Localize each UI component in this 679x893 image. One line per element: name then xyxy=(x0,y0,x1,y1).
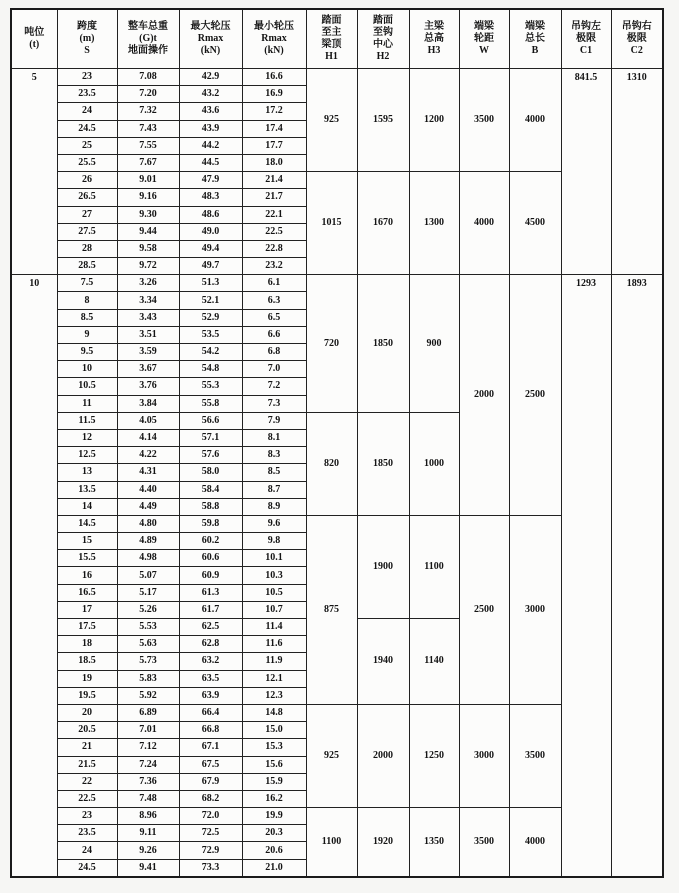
cell-rmin: 15.0 xyxy=(242,722,306,739)
cell-weight: 9.44 xyxy=(117,223,179,240)
cell-rmin: 7.2 xyxy=(242,378,306,395)
cell-span: 12 xyxy=(57,429,117,446)
cell-rmin: 20.6 xyxy=(242,842,306,859)
cell-rmin: 6.6 xyxy=(242,326,306,343)
cell-weight: 3.51 xyxy=(117,326,179,343)
cell-rmax: 57.6 xyxy=(179,447,242,464)
col-header-h3 xyxy=(409,9,459,69)
cell-weight: 4.14 xyxy=(117,429,179,446)
cell-h2: 1900 xyxy=(357,515,409,618)
cell-rmin: 11.6 xyxy=(242,636,306,653)
cell-rmin: 15.3 xyxy=(242,739,306,756)
cell-span: 27.5 xyxy=(57,223,117,240)
cell-rmin: 7.3 xyxy=(242,395,306,412)
cell-rmax: 55.8 xyxy=(179,395,242,412)
cell-c2: 1310 xyxy=(611,69,663,275)
cell-weight: 7.24 xyxy=(117,756,179,773)
cell-span: 9.5 xyxy=(57,344,117,361)
cell-h1: 925 xyxy=(306,69,357,172)
cell-h2: 2000 xyxy=(357,704,409,807)
cell-rmin: 17.4 xyxy=(242,120,306,137)
cell-rmax: 59.8 xyxy=(179,515,242,532)
cell-rmin: 8.1 xyxy=(242,429,306,446)
cell-rmin: 6.8 xyxy=(242,344,306,361)
cell-rmax: 62.5 xyxy=(179,619,242,636)
cell-rmax: 43.6 xyxy=(179,103,242,120)
cell-weight: 3.76 xyxy=(117,378,179,395)
cell-span: 24 xyxy=(57,103,117,120)
section-tonnage: 10 xyxy=(11,275,57,877)
cell-h1: 1100 xyxy=(306,808,357,877)
cell-weight: 4.89 xyxy=(117,533,179,550)
cell-span: 21.5 xyxy=(57,756,117,773)
cell-w: 2500 xyxy=(459,515,509,704)
col-header-line: (kN) xyxy=(200,45,221,57)
cell-b: 3000 xyxy=(509,515,561,704)
cell-rmin: 21.7 xyxy=(242,189,306,206)
cell-weight: 4.22 xyxy=(117,447,179,464)
cell-span: 25.5 xyxy=(57,154,117,171)
cell-weight: 7.32 xyxy=(117,103,179,120)
cell-h1: 820 xyxy=(306,412,357,515)
cell-rmin: 15.9 xyxy=(242,773,306,790)
cell-rmax: 43.9 xyxy=(179,120,242,137)
cell-rmax: 66.8 xyxy=(179,722,242,739)
cell-b: 4000 xyxy=(509,69,561,172)
cell-span: 26 xyxy=(57,172,117,189)
cell-rmin: 12.3 xyxy=(242,687,306,704)
cell-rmax: 54.8 xyxy=(179,361,242,378)
cell-rmin: 7.9 xyxy=(242,412,306,429)
cell-rmax: 54.2 xyxy=(179,344,242,361)
cell-weight: 5.26 xyxy=(117,601,179,618)
cell-weight: 5.92 xyxy=(117,687,179,704)
cell-c1: 1293 xyxy=(561,275,611,877)
cell-weight: 3.26 xyxy=(117,275,179,292)
cell-rmax: 67.1 xyxy=(179,739,242,756)
cell-rmax: 63.2 xyxy=(179,653,242,670)
cell-span: 18 xyxy=(57,636,117,653)
col-header-line: 至主 xyxy=(321,26,342,38)
cell-span: 16.5 xyxy=(57,584,117,601)
cell-rmin: 8.5 xyxy=(242,464,306,481)
cell-weight: 5.63 xyxy=(117,636,179,653)
cell-span: 8 xyxy=(57,292,117,309)
col-header-line: Rmax xyxy=(197,32,224,44)
cell-span: 19.5 xyxy=(57,687,117,704)
cell-h1: 720 xyxy=(306,275,357,413)
col-header-line: 踏面 xyxy=(373,14,393,26)
cell-rmin: 6.3 xyxy=(242,292,306,309)
cell-w: 3500 xyxy=(459,69,509,172)
cell-h2: 1940 xyxy=(357,619,409,705)
cell-rmin: 17.7 xyxy=(242,137,306,154)
header-row xyxy=(11,9,663,69)
col-header-line: 至钩 xyxy=(373,26,393,38)
cell-h1: 875 xyxy=(306,515,357,704)
cell-rmax: 49.7 xyxy=(179,258,242,275)
col-header-line: (kN) xyxy=(264,45,284,57)
cell-h3: 1300 xyxy=(409,172,459,275)
col-header-line: H3 xyxy=(427,45,441,57)
cell-weight: 7.67 xyxy=(117,154,179,171)
cell-weight: 4.80 xyxy=(117,515,179,532)
cell-rmin: 18.0 xyxy=(242,154,306,171)
cell-w: 2000 xyxy=(459,275,509,516)
cell-rmin: 23.2 xyxy=(242,258,306,275)
cell-rmax: 68.2 xyxy=(179,790,242,807)
col-header-line: (t) xyxy=(29,39,40,50)
cell-rmax: 58.0 xyxy=(179,464,242,481)
crane-spec-table xyxy=(10,8,664,878)
cell-rmin: 7.0 xyxy=(242,361,306,378)
cell-span: 23 xyxy=(57,69,117,86)
cell-span: 17.5 xyxy=(57,619,117,636)
cell-rmax: 43.2 xyxy=(179,86,242,103)
cell-weight: 9.58 xyxy=(117,240,179,257)
col-header-rmin xyxy=(242,9,306,69)
cell-h2: 1850 xyxy=(357,275,409,413)
cell-weight: 5.83 xyxy=(117,670,179,687)
cell-span: 27 xyxy=(57,206,117,223)
cell-c2: 1893 xyxy=(611,275,663,877)
cell-rmin: 9.8 xyxy=(242,533,306,550)
col-header-line: 中心 xyxy=(373,39,393,50)
col-header-line: H2 xyxy=(376,51,390,63)
cell-rmax: 67.9 xyxy=(179,773,242,790)
cell-weight: 7.55 xyxy=(117,137,179,154)
cell-weight: 3.34 xyxy=(117,292,179,309)
col-header-c1 xyxy=(561,9,611,69)
cell-rmin: 22.1 xyxy=(242,206,306,223)
cell-b: 2500 xyxy=(509,275,561,516)
cell-rmin: 8.9 xyxy=(242,498,306,515)
col-header-h2 xyxy=(357,9,409,69)
col-header-line: 整车总重 xyxy=(128,20,168,32)
cell-rmin: 21.0 xyxy=(242,859,306,877)
cell-weight: 7.08 xyxy=(117,69,179,86)
cell-span: 22 xyxy=(57,773,117,790)
cell-weight: 7.20 xyxy=(117,86,179,103)
cell-rmin: 20.3 xyxy=(242,825,306,842)
col-header-line: 最小轮压 xyxy=(254,20,294,32)
cell-rmax: 48.6 xyxy=(179,206,242,223)
cell-h1: 1015 xyxy=(306,172,357,275)
cell-rmin: 21.4 xyxy=(242,172,306,189)
col-header-line: 端梁 xyxy=(474,20,494,32)
cell-span: 20 xyxy=(57,704,117,721)
cell-rmax: 66.4 xyxy=(179,704,242,721)
cell-span: 12.5 xyxy=(57,447,117,464)
col-header-h1 xyxy=(306,9,357,69)
cell-rmax: 51.3 xyxy=(179,275,242,292)
cell-rmin: 22.8 xyxy=(242,240,306,257)
cell-span: 24.5 xyxy=(57,120,117,137)
cell-rmin: 17.2 xyxy=(242,103,306,120)
cell-weight: 4.49 xyxy=(117,498,179,515)
cell-h3: 1100 xyxy=(409,515,459,618)
cell-weight: 9.11 xyxy=(117,825,179,842)
cell-rmin: 16.9 xyxy=(242,86,306,103)
cell-weight: 6.89 xyxy=(117,704,179,721)
col-header-b xyxy=(509,9,561,69)
cell-rmin: 14.8 xyxy=(242,704,306,721)
col-header-line: (G)t xyxy=(139,32,157,44)
cell-span: 21 xyxy=(57,739,117,756)
cell-h3: 1250 xyxy=(409,704,459,807)
cell-rmin: 6.5 xyxy=(242,309,306,326)
col-header-line: 端梁 xyxy=(525,20,545,32)
col-header-line: 轮距 xyxy=(474,32,494,44)
col-header-line: 吊钩右 xyxy=(621,20,652,32)
cell-rmax: 57.1 xyxy=(179,429,242,446)
col-header-c2 xyxy=(611,9,663,69)
col-header-line: 最大轮压 xyxy=(190,20,231,32)
cell-weight: 7.12 xyxy=(117,739,179,756)
cell-h2: 1850 xyxy=(357,412,409,515)
cell-span: 23.5 xyxy=(57,86,117,103)
cell-rmin: 6.1 xyxy=(242,275,306,292)
cell-rmin: 15.6 xyxy=(242,756,306,773)
cell-weight: 9.26 xyxy=(117,842,179,859)
cell-rmax: 60.9 xyxy=(179,567,242,584)
cell-span: 15.5 xyxy=(57,550,117,567)
cell-rmax: 53.5 xyxy=(179,326,242,343)
cell-weight: 7.36 xyxy=(117,773,179,790)
cell-w: 4000 xyxy=(459,172,509,275)
cell-b: 4000 xyxy=(509,808,561,877)
col-header-weight xyxy=(117,9,179,69)
cell-span: 13 xyxy=(57,464,117,481)
cell-weight: 9.01 xyxy=(117,172,179,189)
cell-b: 4500 xyxy=(509,172,561,275)
cell-weight: 4.98 xyxy=(117,550,179,567)
col-header-line: 主梁 xyxy=(424,20,444,32)
cell-span: 11.5 xyxy=(57,412,117,429)
table-body xyxy=(11,69,663,877)
col-header-line: W xyxy=(479,45,489,57)
cell-span: 23 xyxy=(57,808,117,825)
col-header-tonnage xyxy=(11,9,57,69)
cell-span: 23.5 xyxy=(57,825,117,842)
col-header-line: (m) xyxy=(79,32,95,44)
cell-span: 22.5 xyxy=(57,790,117,807)
cell-weight: 3.43 xyxy=(117,309,179,326)
cell-rmax: 60.6 xyxy=(179,550,242,567)
col-header-line: 总长 xyxy=(525,32,545,44)
cell-rmax: 44.5 xyxy=(179,154,242,171)
cell-span: 8.5 xyxy=(57,309,117,326)
cell-rmax: 61.3 xyxy=(179,584,242,601)
cell-rmin: 11.4 xyxy=(242,619,306,636)
cell-rmax: 60.2 xyxy=(179,533,242,550)
cell-h2: 1920 xyxy=(357,808,409,877)
cell-h3: 1000 xyxy=(409,412,459,515)
cell-h1: 925 xyxy=(306,704,357,807)
cell-span: 15 xyxy=(57,533,117,550)
cell-span: 28 xyxy=(57,240,117,257)
col-header-line: B xyxy=(531,45,539,57)
cell-rmin: 10.3 xyxy=(242,567,306,584)
col-header-line: S xyxy=(84,45,90,57)
col-header-line: 吨位 xyxy=(24,26,45,38)
cell-rmin: 19.9 xyxy=(242,808,306,825)
cell-rmin: 12.1 xyxy=(242,670,306,687)
col-header-line: 总高 xyxy=(424,32,444,44)
cell-weight: 9.16 xyxy=(117,189,179,206)
cell-rmin: 16.6 xyxy=(242,69,306,86)
cell-span: 24.5 xyxy=(57,859,117,877)
section-tonnage: 5 xyxy=(11,69,57,275)
cell-h2: 1670 xyxy=(357,172,409,275)
cell-span: 10 xyxy=(57,361,117,378)
cell-weight: 5.17 xyxy=(117,584,179,601)
cell-rmax: 49.4 xyxy=(179,240,242,257)
cell-span: 19 xyxy=(57,670,117,687)
cell-weight: 9.30 xyxy=(117,206,179,223)
cell-rmax: 58.8 xyxy=(179,498,242,515)
cell-span: 7.5 xyxy=(57,275,117,292)
cell-rmax: 52.1 xyxy=(179,292,242,309)
table-row xyxy=(11,275,663,292)
cell-rmin: 10.7 xyxy=(242,601,306,618)
cell-h3: 1140 xyxy=(409,619,459,705)
cell-rmax: 72.5 xyxy=(179,825,242,842)
cell-weight: 4.31 xyxy=(117,464,179,481)
cell-rmax: 61.7 xyxy=(179,601,242,618)
cell-rmax: 49.0 xyxy=(179,223,242,240)
table-row xyxy=(11,69,663,86)
cell-rmax: 48.3 xyxy=(179,189,242,206)
cell-rmin: 10.1 xyxy=(242,550,306,567)
col-header-line: H1 xyxy=(325,51,338,63)
cell-weight: 9.72 xyxy=(117,258,179,275)
cell-span: 16 xyxy=(57,567,117,584)
cell-rmax: 44.2 xyxy=(179,137,242,154)
cell-span: 26.5 xyxy=(57,189,117,206)
cell-span: 25 xyxy=(57,137,117,154)
cell-rmin: 22.5 xyxy=(242,223,306,240)
cell-rmax: 72.9 xyxy=(179,842,242,859)
cell-h3: 1200 xyxy=(409,69,459,172)
col-header-line: 跨度 xyxy=(77,20,97,32)
cell-span: 11 xyxy=(57,395,117,412)
cell-weight: 3.84 xyxy=(117,395,179,412)
cell-rmax: 63.9 xyxy=(179,687,242,704)
cell-rmax: 58.4 xyxy=(179,481,242,498)
cell-rmin: 9.6 xyxy=(242,515,306,532)
cell-rmax: 72.0 xyxy=(179,808,242,825)
cell-weight: 5.73 xyxy=(117,653,179,670)
col-header-line: Rmax xyxy=(261,32,287,44)
cell-rmax: 62.8 xyxy=(179,636,242,653)
col-header-line: 地面操作 xyxy=(128,45,168,57)
cell-c1: 841.5 xyxy=(561,69,611,275)
cell-rmin: 8.3 xyxy=(242,447,306,464)
cell-rmax: 55.3 xyxy=(179,378,242,395)
cell-rmax: 56.6 xyxy=(179,412,242,429)
cell-w: 3500 xyxy=(459,808,509,877)
cell-rmax: 42.9 xyxy=(179,69,242,86)
cell-rmin: 8.7 xyxy=(242,481,306,498)
col-header-w xyxy=(459,9,509,69)
col-header-line: 梁顶 xyxy=(321,39,342,50)
cell-weight: 9.41 xyxy=(117,859,179,877)
col-header-line: C2 xyxy=(630,45,643,57)
cell-h3: 1350 xyxy=(409,808,459,877)
cell-rmax: 63.5 xyxy=(179,670,242,687)
cell-rmin: 10.5 xyxy=(242,584,306,601)
cell-span: 17 xyxy=(57,601,117,618)
cell-rmin: 16.2 xyxy=(242,790,306,807)
cell-weight: 7.01 xyxy=(117,722,179,739)
cell-weight: 4.40 xyxy=(117,481,179,498)
cell-weight: 3.59 xyxy=(117,344,179,361)
col-header-line: 极限 xyxy=(576,32,596,44)
cell-rmax: 52.9 xyxy=(179,309,242,326)
cell-span: 14 xyxy=(57,498,117,515)
col-header-line: 吊钩左 xyxy=(571,20,601,32)
cell-rmax: 47.9 xyxy=(179,172,242,189)
cell-weight: 3.67 xyxy=(117,361,179,378)
cell-span: 18.5 xyxy=(57,653,117,670)
col-header-rmax xyxy=(179,9,242,69)
cell-h3: 900 xyxy=(409,275,459,413)
table-header xyxy=(11,9,663,69)
cell-weight: 4.05 xyxy=(117,412,179,429)
cell-w: 3000 xyxy=(459,704,509,807)
col-header-line: 极限 xyxy=(626,32,647,44)
cell-span: 14.5 xyxy=(57,515,117,532)
cell-b: 3500 xyxy=(509,704,561,807)
cell-span: 28.5 xyxy=(57,258,117,275)
cell-span: 9 xyxy=(57,326,117,343)
cell-rmax: 67.5 xyxy=(179,756,242,773)
cell-rmax: 73.3 xyxy=(179,859,242,877)
col-header-line: C1 xyxy=(579,45,593,57)
cell-weight: 7.43 xyxy=(117,120,179,137)
cell-weight: 5.07 xyxy=(117,567,179,584)
cell-span: 13.5 xyxy=(57,481,117,498)
cell-h2: 1595 xyxy=(357,69,409,172)
cell-span: 20.5 xyxy=(57,722,117,739)
cell-span: 10.5 xyxy=(57,378,117,395)
cell-weight: 8.96 xyxy=(117,808,179,825)
cell-span: 24 xyxy=(57,842,117,859)
col-header-span xyxy=(57,9,117,69)
col-header-line: 踏面 xyxy=(321,14,342,26)
cell-rmin: 11.9 xyxy=(242,653,306,670)
cell-weight: 7.48 xyxy=(117,790,179,807)
cell-weight: 5.53 xyxy=(117,619,179,636)
